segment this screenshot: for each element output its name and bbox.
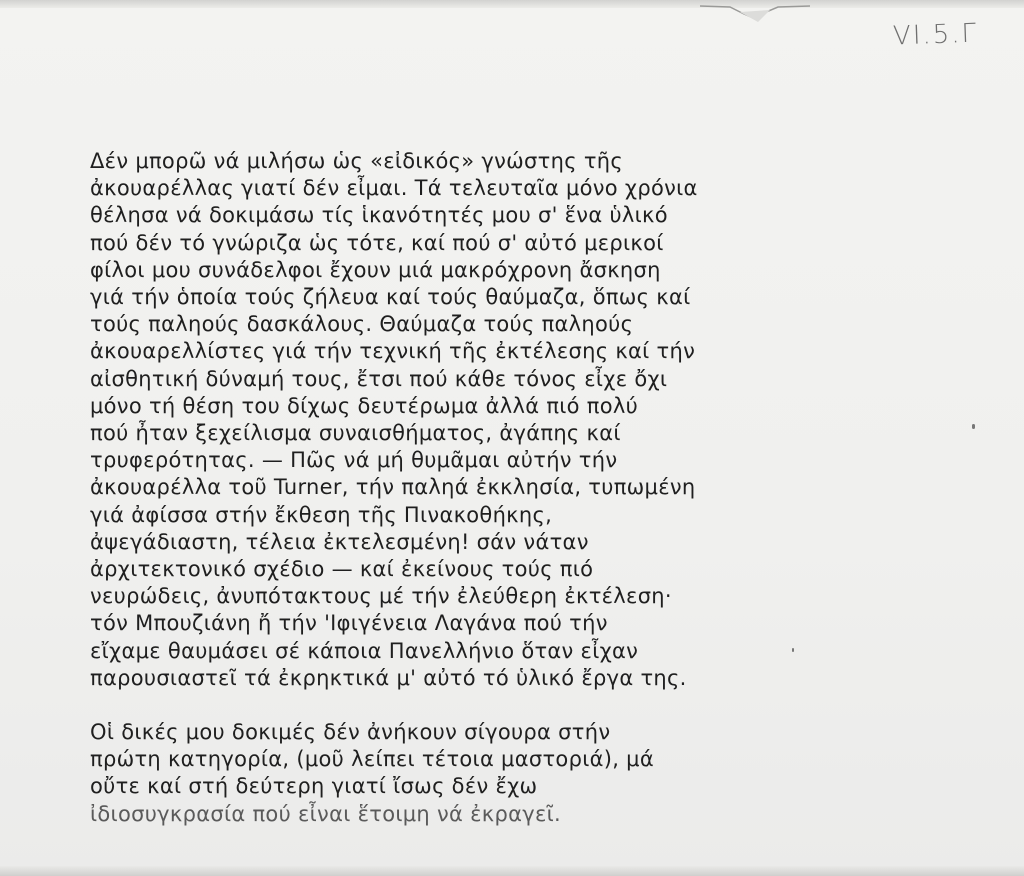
text-line: φίλοι μου συνάδελφοι ἔχουν μιά μακρόχρονη ἄσκηση [90,257,661,282]
text-line: νευρώδεις, ἀνυπότακτους μέ τήν ἐλεύθερη ἐκτέλεση· [90,584,672,609]
text-line: ἀρχιτεκτονικό σχέδιο — καί ἐκείνους τούς πιό [90,557,594,582]
text-line: πρώτη κατηγορία, (μοῦ λείπει τέτοια μαστοριά), μά [90,747,654,772]
text-line: εἴχαμε θαυμάσει σέ κάποια Πανελλήνιο ὅταν εἶχαν [90,638,639,663]
page-top-edge [0,0,1024,8]
text-line: ἀκουαρέλλα τοῦ Turner, τήν παληά ἐκκλησία, τυπωμένη [90,475,696,500]
text-line: πού δέν τό γνώριζα ὡς τότε, καί πού σ' αὐτό μερικοί [90,230,664,255]
paper-speck [972,424,975,429]
text-line: τούς παληούς δασκάλους. Θαύμαζα τούς παληούς [90,312,634,337]
paragraph-1 [90,148,870,692]
text-line: Οἱ δικές μου δοκιμές δέν ἀνήκουν σίγουρα στήν [90,720,611,745]
body-text [90,148,870,828]
paper-tear-mark [700,0,810,26]
reference-mark: VI.5.Γ [892,18,979,52]
text-line: θέλησα νά δοκιμάσω τίς ἱκανότητές μου σ' ἕνα ὑλικό [90,203,668,228]
text-line: γιά ἀφίσσα στήν ἔκθεση τῆς Πινακοθήκης, [90,502,553,527]
text-line: Δέν μπορῶ νά μιλήσω ὡς «εἰδικός» γνώστης τῆς [90,149,623,173]
text-line: παρουσιαστεῖ τά ἐκρηκτικά μ' αὐτό τό ὑλικό ἔργα της. [90,665,687,690]
text-line: τρυφερότητας. — Πῶς νά μή θυμᾶμαι αὐτήν τήν [90,448,618,473]
text-line: αἰσθητική δύναμή τους, ἔτσι πού κάθε τόνος εἶχε ὄχι [90,366,668,391]
text-line: ἰδιοσυγκρασία πού εἶναι ἕτοιμη νά ἐκραγεῖ. [90,801,562,826]
text-line: πού ἦταν ξεχείλισμα συναισθήματος, ἀγάπης καί [90,421,621,446]
text-line: οὔτε καί στή δεύτερη γιατί ἴσως δέν ἔχω [90,774,538,799]
text-line: ἀκουαρέλλας γιατί δέν εἶμαι. Τά τελευταῖα μόνο χρόνια [90,176,698,201]
text-line: ἀψεγάδιαστη, τέλεια ἐκτελεσμένη! σάν νάταν [90,529,589,554]
page-bottom-edge [0,866,1024,876]
text-line: γιά τήν ὁποία τούς ζήλευα καί τούς θαύμαζα, ὅπως καί [90,285,691,310]
text-line: ἀκουαρελλίστες γιά τήν τεχνική τῆς ἐκτέλεσης καί τήν [90,339,696,364]
text-line: τόν Μπουζιάνη ἤ τήν 'Ιφιγένεια Λαγάνα πού τήν [90,611,608,636]
text-line: μόνο τή θέση του δίχως δευτέρωμα ἀλλά πιό πολύ [90,393,639,418]
paragraph-2 [90,719,870,828]
